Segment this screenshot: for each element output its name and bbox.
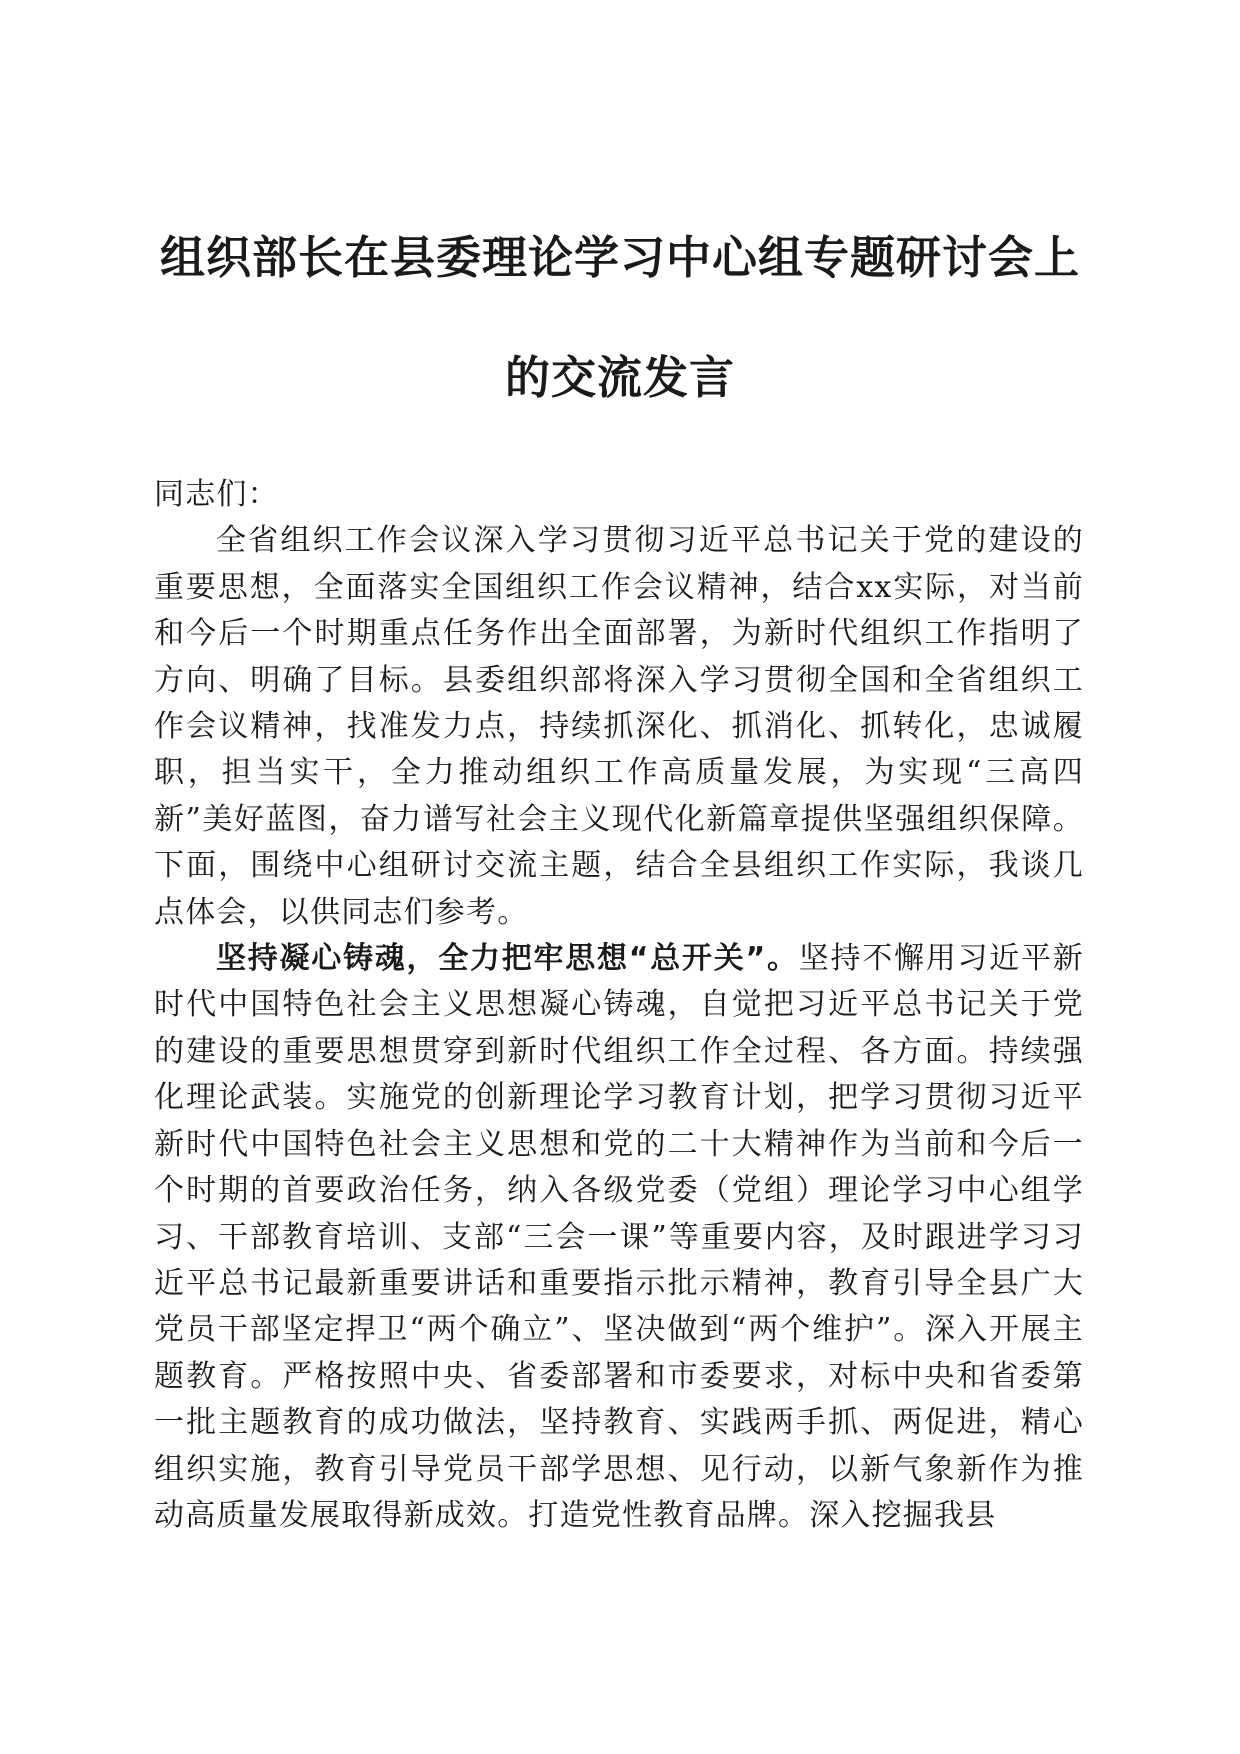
document-body: [154, 472, 1084, 1539]
salutation: 同志们：: [154, 477, 279, 512]
section-heading: 坚持凝心铸魂，全力把牢思想“总开关”。: [216, 941, 799, 977]
paragraph-intro: 全省组织工作会议深入学习贯彻习近平总书记关于党的建设的重要思想，全面落实全国组织工作会议精神，结合xx实际，对当前和今后一个时期重点任务作出全面部署，为新时代组织工作指明了方向、明确了目标。县委组织部将深入学习贯彻全国和全省组织工作会议精神，找准发力点，持续抓深化、抓消化、抓转化，忠诚履职，担当实干，全力推动组织工作高质量发展，为实现“三高四新”美好蓝图，奋力谱写社会主义现代化新篇章提供坚强组织保障。下面，围绕中心组研讨交流主题，结合全县组织工作实际，我谈几点体会，以供同志们参考。: [154, 523, 1084, 930]
section-body: 坚持不懈用习近平新时代中国特色社会主义思想凝心铸魂，自觉把习近平总书记关于党的建设的重要思想贯穿到新时代组织工作全过程、各方面。持续强化理论武装。实施党的创新理论学习教育计划，把学习贯彻习近平新时代中国特色社会主义思想和党的二十大精神作为当前和今后一个时期的首要政治任务，纳入各级党委（党组）理论学习中心组学习、干部教育培训、支部“三会一课”等重要内容，及时跟进学习习近平总书记最新重要讲话和重要指示批示精神，教育引导全县广大党员干部坚定捍卫“两个确立”、坚决做到“两个维护”。深入开展主题教育。严格按照中央、省委部署和市委要求，对标中央和省委第一批主题教育的成功做法，坚持教育、实践两手抓、两促进，精心组织实施，教育引导党员干部学思想、见行动，以新气象新作为推动高质量发展取得新成效。打造党性教育品牌。深入挖掘我县: [154, 941, 1084, 1533]
document-title-line-2: 的交流发言: [504, 351, 735, 404]
paragraph-section-1: [154, 936, 1084, 1539]
document-title-line-1: 组织部长在县委理论学习中心组专题研讨会上: [159, 231, 1080, 284]
